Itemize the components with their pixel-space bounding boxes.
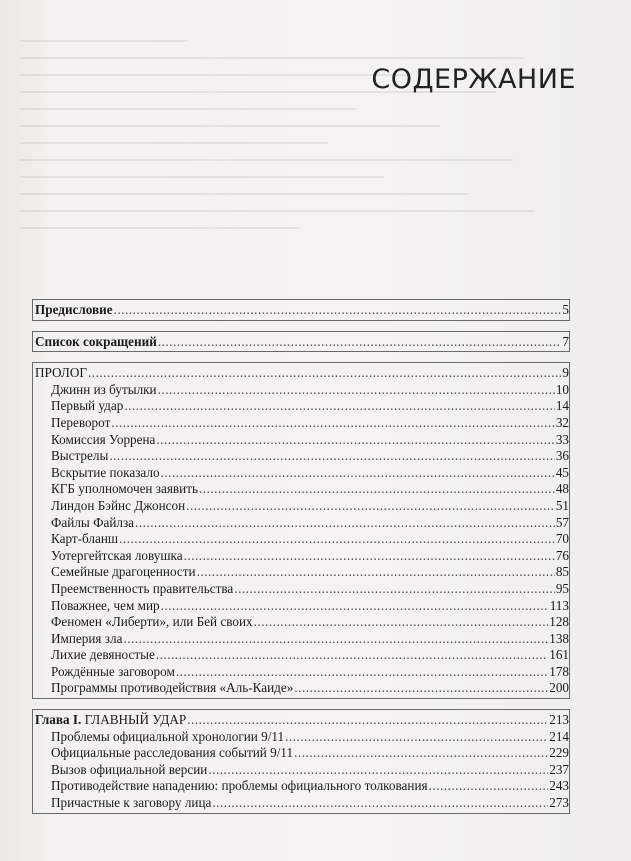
entry-page: 36 [555,448,569,464]
entry-title: Рождённые заговором [51,663,175,679]
toc-subentry[interactable] [35,481,569,498]
toc-subentry[interactable] [35,631,569,648]
toc-subentry[interactable] [35,762,569,779]
toc-entry-abbreviations[interactable] [35,334,569,351]
leader-dots [254,614,549,631]
entry-page: 214 [549,728,569,744]
entry-title: ПРОЛОГ [35,365,87,381]
leader-dots [135,515,555,532]
entry-page: 10 [555,381,569,397]
entry-page: 51 [555,497,569,513]
entry-page: 48 [555,481,569,497]
entry-page: 14 [555,398,569,414]
leader-dots [124,398,554,415]
entry-page: 200 [549,680,569,696]
toc-subentry[interactable] [35,729,569,746]
entry-page: 113 [549,597,569,613]
entry-page: 9 [562,365,569,381]
entry-page: 95 [555,580,569,596]
entry-title: Лихие девяностые [51,647,155,663]
entry-title: Первый удар [51,398,124,414]
entry-page: 85 [555,564,569,580]
toc-subentry[interactable] [35,515,569,532]
leader-dots [187,712,548,729]
entry-title: Семейные драгоценности [51,564,196,580]
toc-subentry[interactable] [35,778,569,795]
toc-subentry[interactable] [35,564,569,581]
chapter-name: ГЛАВНЫЙ УДАР [81,712,187,728]
toc-subentry[interactable] [35,432,569,449]
toc-subentry[interactable] [35,548,569,565]
leader-dots [111,415,554,432]
entry-title: Файлы Файлза [51,514,135,530]
entry-title: Феномен «Либерти», или Бей своих [51,614,253,630]
entry-title: Джинн из бутылки [51,381,157,397]
leader-dots [161,598,549,615]
chapter-number: Глава I. [35,712,82,728]
leader-dots [156,647,548,664]
toc-subentry[interactable] [35,647,569,664]
toc-subentry[interactable] [35,581,569,598]
entry-page: 5 [562,302,569,317]
entry-page: 128 [549,614,569,630]
toc-box-chapter-1 [32,709,570,814]
leader-dots [176,664,548,681]
entry-title [35,712,186,729]
entry-page: 45 [555,464,569,480]
leader-dots [161,465,555,482]
toc-entry-chapter-1[interactable] [35,712,569,729]
toc-subentry[interactable] [35,398,569,415]
leader-dots [158,382,555,399]
entry-title: Предисловие [35,302,113,317]
toc-entry-preface[interactable] [35,302,569,319]
toc-subentry[interactable] [35,465,569,482]
entry-page: 138 [549,630,569,646]
toc-subentry[interactable] [35,745,569,762]
entry-title: Преемственность правительства [51,580,234,596]
leader-dots [429,778,549,795]
entry-page: 7 [562,333,569,349]
entry-title: Карт-бланш [51,531,119,547]
entry-page: 76 [555,547,569,563]
entry-page: 161 [549,647,569,663]
entry-title: Список сокращений [35,333,157,349]
entry-page: 178 [549,663,569,679]
table-of-contents [32,299,570,814]
toc-subentry[interactable] [35,598,569,615]
leader-dots [197,564,555,581]
toc-subentry[interactable] [35,498,569,515]
entry-page: 229 [549,745,569,761]
entry-page: 32 [555,414,569,430]
entry-page: 243 [549,778,569,794]
leader-dots [208,762,548,779]
entry-title: Уотергейтская ловушка [51,547,183,563]
toc-subentry[interactable] [35,448,569,465]
entry-title: Поважнее, чем мир [51,597,160,613]
toc-box-prologue [32,362,570,699]
leader-dots [184,548,555,565]
entry-title: Переворот [51,414,111,430]
entry-title: Империя зла [51,630,123,646]
entry-title: Выстрелы [51,448,109,464]
entry-page: 273 [549,795,569,811]
leader-dots [199,481,555,498]
entry-page: 213 [549,712,569,728]
leader-dots [123,631,548,648]
leader-dots [212,795,548,812]
leader-dots [294,745,548,762]
entry-title: Вызов официальной версии [51,761,208,777]
entry-title: Проблемы официальной хронологии 9/11 [51,728,285,744]
leader-dots [109,448,554,465]
leader-dots [156,432,554,449]
entry-page: 237 [549,761,569,777]
leader-dots [294,680,548,697]
toc-subentry[interactable] [35,614,569,631]
leader-dots [88,365,561,382]
entry-title: Противодействие нападению: проблемы официального толкования [51,778,428,794]
leader-dots [186,498,555,515]
leader-dots [234,581,555,598]
toc-box-preface [32,299,570,321]
leader-dots [285,729,548,746]
entry-title: Вскрытие показало [51,464,160,480]
toc-subentry[interactable] [35,382,569,399]
toc-box-abbreviations [32,331,570,353]
entry-title: Официальные расследования событий 9/11 [51,745,294,761]
entry-title: Комиссия Уоррена [51,431,156,447]
entry-title: Программы противодействия «Аль-Каиде» [51,680,294,696]
prologue-items [35,382,569,697]
leader-dots [114,302,562,319]
toc-subentry[interactable] [35,664,569,681]
entry-title: КГБ уполномочен заявить [51,481,198,497]
entry-page: 57 [555,514,569,530]
page-title: СОДЕРЖАНИЕ [371,64,576,95]
entry-title: Причастные к заговору лица [51,795,212,811]
leader-dots [158,334,562,351]
leader-dots [119,531,555,548]
toc-subentry[interactable] [35,795,569,812]
toc-subentry[interactable] [35,680,569,697]
toc-entry-prologue[interactable] [35,365,569,382]
entry-page: 33 [555,431,569,447]
entry-page: 70 [555,531,569,547]
toc-subentry[interactable] [35,415,569,432]
entry-title: Линдон Бэйнс Джонсон [51,497,186,513]
chapter-1-items [35,729,569,812]
toc-subentry[interactable] [35,531,569,548]
